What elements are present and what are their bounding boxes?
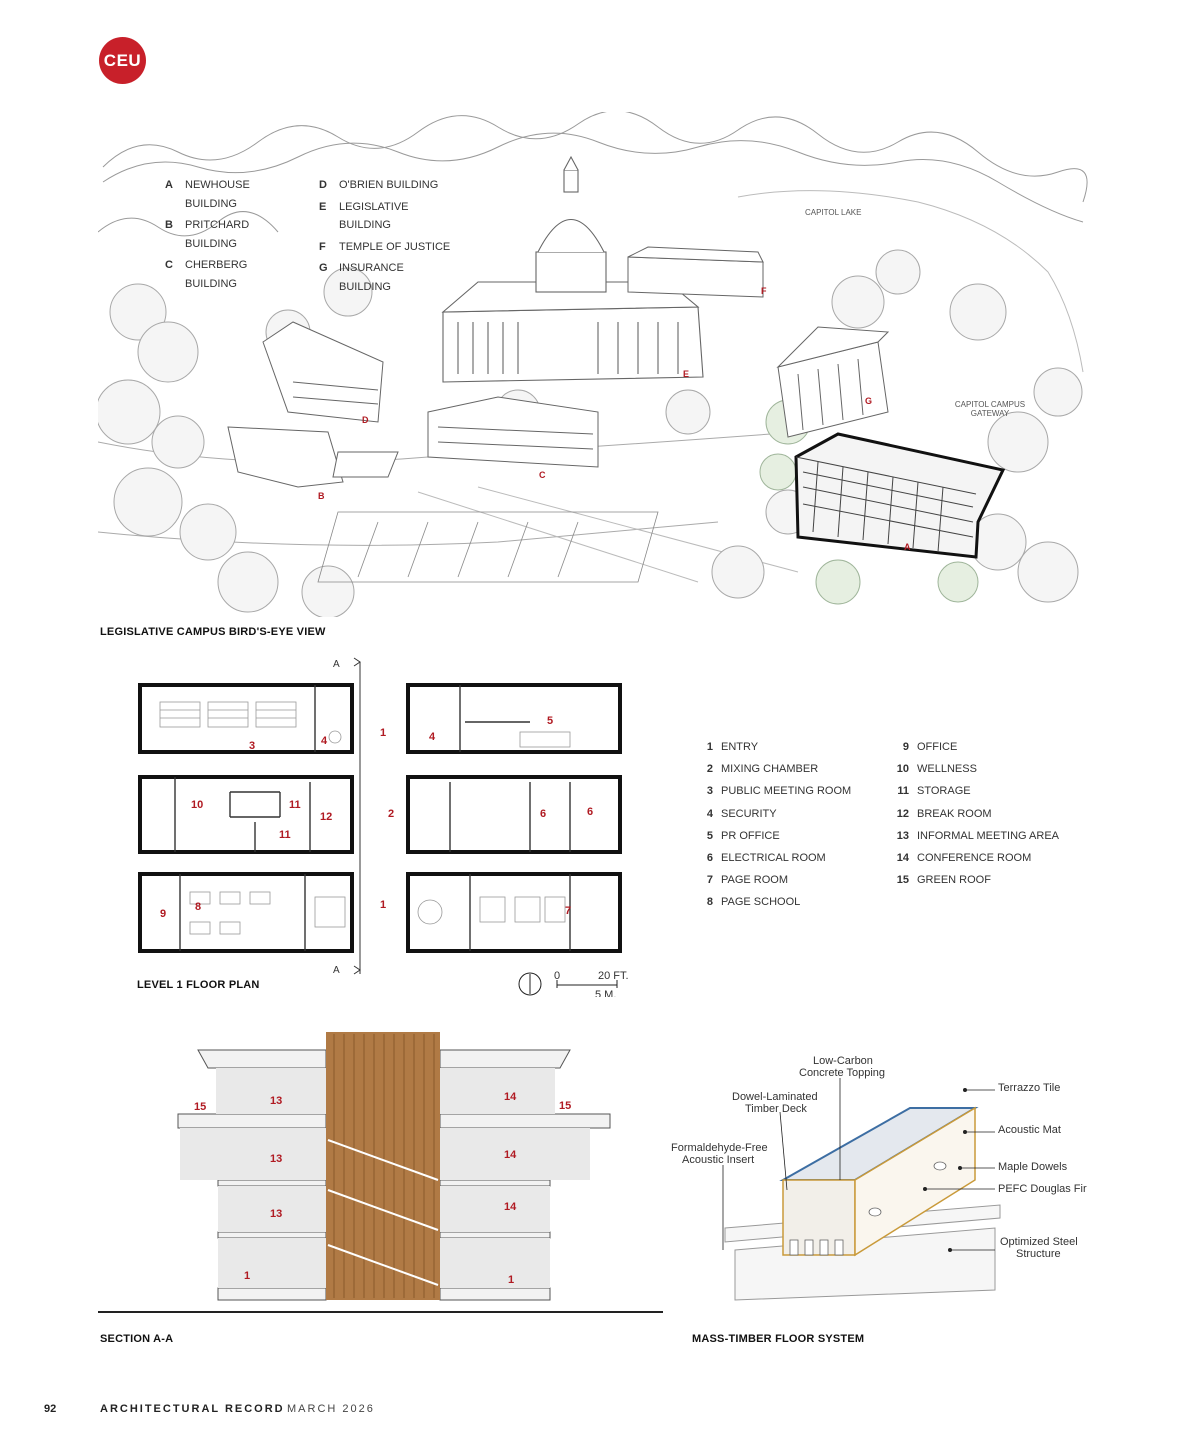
marker-b: B: [318, 491, 325, 501]
scale-feet: 20 FT.: [598, 970, 629, 982]
marker-g: G: [865, 396, 873, 406]
page-number: 92: [44, 1403, 57, 1415]
section-room-15-right: 15: [559, 1100, 572, 1112]
room-number: 10: [896, 763, 909, 776]
room-legend-item: [889, 825, 1059, 847]
room-label: STORAGE: [917, 785, 971, 798]
legend-line: NEWHOUSE: [185, 179, 250, 191]
room-number: 6: [706, 852, 713, 865]
room-number: 13: [896, 829, 909, 842]
plan-room-9: 9: [160, 908, 167, 920]
legend-line: LEGISLATIVE: [339, 200, 409, 213]
room-legend-left: [693, 736, 851, 914]
room-number: 9: [902, 741, 909, 754]
callout-steel-2: Structure: [1016, 1248, 1061, 1260]
plan-room-8: 8: [195, 901, 202, 913]
room-number: 7: [706, 874, 713, 887]
legend-line: BUILDING: [185, 197, 237, 210]
callout-steel-1: Optimized Steel: [1000, 1236, 1078, 1248]
section-drawing: [98, 1030, 668, 1320]
plan-room-7: 7: [565, 905, 572, 917]
room-legend-right: [889, 736, 1059, 891]
legend-line: BUILDING: [339, 280, 391, 293]
plan-room-4-right: 4: [429, 731, 436, 743]
building-legend-col1: [165, 176, 305, 293]
room-label: MIXING CHAMBER: [721, 763, 819, 776]
marker-f: F: [761, 286, 767, 296]
legend-item-c: [165, 256, 305, 293]
section-room-15-left: 15: [194, 1101, 207, 1113]
plan-room-12: 12: [320, 811, 333, 823]
plan-room-1-bottom: 1: [380, 899, 387, 911]
section-room-13-mid: 13: [270, 1153, 283, 1165]
magazine-name: ARCHITECTURAL RECORD: [100, 1403, 285, 1415]
legend-line: PRITCHARD: [185, 219, 250, 231]
section-room-13-low: 13: [270, 1208, 283, 1220]
building-legend-col2: [319, 176, 459, 296]
floor-system-caption: MASS-TIMBER FLOOR SYSTEM: [692, 1333, 865, 1345]
legend-key: B: [165, 219, 173, 231]
room-number: 1: [706, 741, 713, 754]
legend-item-a: [165, 176, 305, 213]
room-legend-item: [693, 736, 851, 758]
room-number: 3: [706, 785, 713, 798]
legend-item-d: [319, 176, 459, 195]
room-label: GREEN ROOF: [917, 874, 991, 887]
plan-room-10: 10: [191, 799, 204, 811]
room-label: WELLNESS: [917, 763, 977, 776]
birdseye-caption: LEGISLATIVE CAMPUS BIRD'S-EYE VIEW: [100, 626, 326, 638]
room-legend-item: [889, 803, 1059, 825]
room-label: PAGE SCHOOL: [721, 896, 801, 909]
legend-line: TEMPLE OF JUSTICE: [339, 240, 451, 253]
plan-room-2: 2: [388, 808, 395, 820]
legend-line: O'BRIEN BUILDING: [339, 179, 439, 191]
room-label: SECURITY: [721, 807, 777, 820]
legend-line: BUILDING: [185, 277, 237, 290]
legend-item-e: [319, 198, 459, 235]
marker-d: D: [362, 415, 369, 425]
scale-zero: 0: [554, 970, 561, 982]
floor-plan-caption: LEVEL 1 FLOOR PLAN: [137, 979, 260, 991]
room-label: PUBLIC MEETING ROOM: [721, 785, 852, 798]
room-label: BREAK ROOM: [917, 807, 992, 820]
section-mark-top: A: [333, 659, 340, 670]
callout-insert-2: Acoustic Insert: [682, 1154, 755, 1166]
plan-room-1-top: 1: [380, 727, 387, 739]
room-legend-item: [693, 891, 851, 913]
callout-mat: Acoustic Mat: [998, 1124, 1061, 1136]
room-label: PAGE ROOM: [721, 874, 789, 887]
room-legend-item: [693, 847, 851, 869]
room-number: 14: [896, 852, 909, 865]
room-number: 12: [896, 807, 909, 820]
section-caption: SECTION A-A: [100, 1333, 174, 1345]
legend-key: D: [319, 179, 327, 191]
legend-line: BUILDING: [185, 237, 237, 250]
room-label: PR OFFICE: [721, 829, 780, 842]
room-label: ENTRY: [721, 741, 759, 754]
gateway-line-2: GATEWAY: [970, 409, 1010, 418]
room-legend-item: [889, 869, 1059, 891]
callout-dlt-1: Dowel-Laminated: [732, 1091, 818, 1103]
room-number: 11: [897, 785, 909, 798]
legend-line: BUILDING: [339, 219, 391, 231]
section-room-14-low: 14: [504, 1201, 517, 1213]
marker-e: E: [683, 369, 690, 379]
gateway-line-1: CAPITOL CAMPUS: [954, 400, 1026, 409]
callout-topping-2: Concrete Topping: [799, 1067, 886, 1079]
legend-line: CHERBERG: [185, 259, 248, 271]
legend-item-b: [165, 216, 305, 253]
room-number: 8: [706, 896, 713, 909]
capitol-lake-label: CAPITOL LAKE: [805, 208, 862, 217]
legend-key: F: [319, 240, 326, 253]
scale-meters: 5 M.: [595, 989, 617, 997]
room-number: 5: [706, 829, 713, 842]
callout-topping-1: Low-Carbon: [813, 1055, 873, 1067]
marker-a: A: [904, 542, 911, 552]
capitol-campus-gateway-label: [950, 400, 1030, 418]
room-number: 4: [706, 807, 713, 820]
legend-key: C: [165, 259, 173, 271]
ceu-badge: CEU: [99, 37, 146, 84]
legend-key: E: [319, 200, 327, 213]
legend-item-g: [319, 259, 459, 296]
section-room-14-top: 14: [504, 1091, 517, 1103]
room-label: CONFERENCE ROOM: [917, 852, 1032, 865]
room-legend-item: [889, 847, 1059, 869]
room-legend-item: [889, 758, 1059, 780]
callout-fir: PEFC Douglas Fir: [998, 1183, 1087, 1195]
room-legend-item: [889, 780, 1059, 802]
room-legend-item: [693, 758, 851, 780]
plan-room-5: 5: [547, 715, 554, 727]
callout-dowels: Maple Dowels: [998, 1161, 1068, 1173]
callout-terrazzo: Terrazzo Tile: [998, 1082, 1061, 1094]
legend-item-f: [319, 238, 459, 257]
room-number: 15: [896, 874, 909, 887]
room-label: OFFICE: [917, 741, 958, 754]
issue-date: MARCH 2026: [287, 1403, 375, 1415]
room-legend-item: [693, 825, 851, 847]
floor-system-drawing: [665, 1050, 1095, 1310]
section-room-14-mid: 14: [504, 1149, 517, 1161]
room-legend-item: [693, 869, 851, 891]
section-room-1-right: 1: [508, 1274, 515, 1286]
plan-room-6-b: 6: [587, 806, 594, 818]
legend-key: G: [319, 262, 328, 274]
legend-line: INSURANCE: [339, 262, 404, 274]
room-label: INFORMAL MEETING AREA: [917, 829, 1060, 842]
plan-room-4-left: 4: [321, 735, 328, 747]
section-room-1-left: 1: [244, 1270, 251, 1282]
room-legend-item: [693, 803, 851, 825]
plan-room-3: 3: [249, 740, 256, 752]
room-legend-item: [693, 780, 851, 802]
plan-room-11-a: 11: [289, 799, 301, 811]
plan-room-6-a: 6: [540, 808, 547, 820]
callout-insert-1: Formaldehyde-Free: [671, 1142, 768, 1154]
callout-dlt-2: Timber Deck: [745, 1103, 807, 1115]
room-legend-item: [889, 736, 1059, 758]
section-mark-bottom: A: [333, 965, 340, 976]
legend-key: A: [165, 179, 173, 191]
section-room-13-top: 13: [270, 1095, 283, 1107]
plan-room-11-b: 11: [279, 829, 291, 841]
marker-c: C: [539, 470, 546, 480]
room-number: 2: [706, 763, 713, 776]
room-label: ELECTRICAL ROOM: [721, 852, 826, 865]
floor-plan-drawing: [130, 652, 640, 997]
